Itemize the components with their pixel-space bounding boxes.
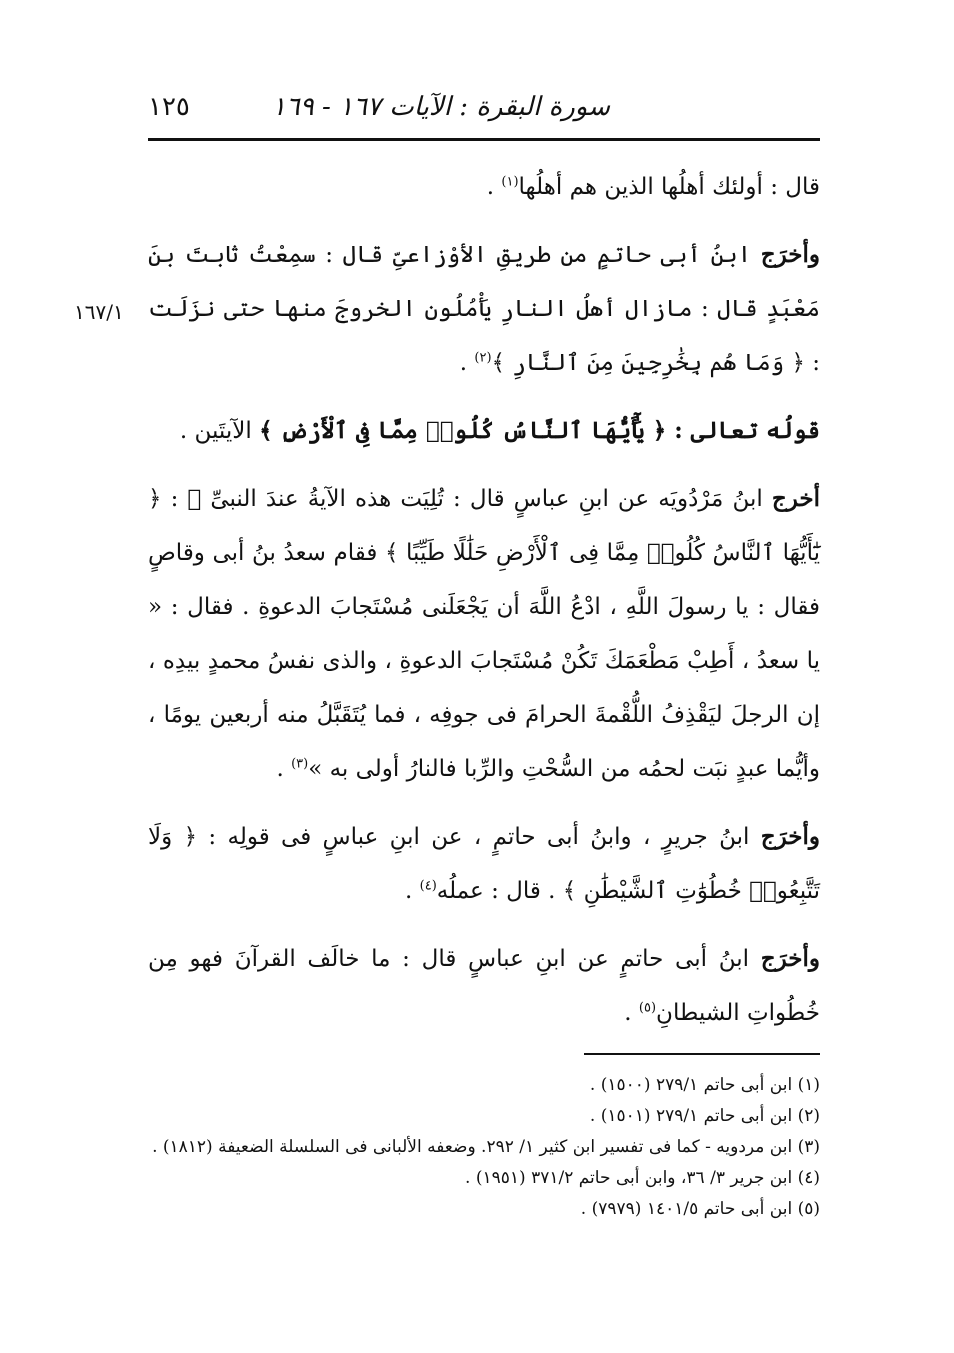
footnote-marker: (٤) <box>419 878 437 894</box>
paragraph <box>148 160 820 214</box>
paragraph-tail: . <box>624 1000 639 1026</box>
paragraph-tail: . <box>276 756 292 782</box>
main-text <box>148 160 820 1054</box>
footnote-marker: (١) <box>501 174 519 190</box>
header-rule <box>148 138 820 141</box>
footnote: (٤) ابن جرير ٣/ ٣٦، وابن أبى حاتم ٣٧١/٢ (١٩٥١) . <box>465 1168 820 1188</box>
footnote: (١) ابن أبى حاتم ٢٧٩/١ (١٥٠٠) . <box>589 1075 820 1095</box>
paragraph-lead: وأخرَج <box>760 823 820 850</box>
paragraph-lead: وأخرَج <box>760 945 820 972</box>
paragraph-text: ابنُ أبى حاتمٍ من طريقِ الأوْزاعىِّ قال : سمِعْتُ ثابتَ بنَ مَعْبَدٍ قال : مازال أهلُ النارِ يَأْمُلُون الخروجَ منها حتى نزَلَت : ﴿ وَمَا هُم بِخَٰرِجِينَ مِنَ ٱلنَّارِ ﴾ <box>148 242 820 376</box>
footnote-marker: (٢) <box>474 350 492 366</box>
footnote: (٥) ابن أبى حاتم ١٤٠١/٥ (٧٩٧٩) . <box>580 1199 820 1219</box>
margin-reference: ١٦٧/١ <box>74 300 124 324</box>
paragraph <box>148 810 820 918</box>
paragraph-lead: أخرج <box>771 485 820 512</box>
footnote-rule <box>584 1053 820 1055</box>
footnote-marker: (٥) <box>638 1000 657 1016</box>
paragraph <box>148 932 820 1040</box>
paragraph <box>148 228 820 390</box>
paragraph-tail: . <box>486 174 502 200</box>
footnote: (٣) ابن مردويه - كما فى تفسير ابن كثير ١/ ٢٩٢. وضعفه الألبانى فى السلسلة الضعيفة (١٨١٢) . <box>152 1137 820 1157</box>
paragraph-text: ابنُ مَرْدُويَه عن ابنِ عباسٍ قال : تُلِيَت هذه الآيةُ عندَ النبىِّ ﷺ : ﴿ يَٰٓأَيُّهَا ٱلنَّاسُ كُلُوا۟ مِمَّا فِى ٱلْأَرْضِ حَلَٰلًا طَيِّبًا ﴾ فقام سعدُ بنُ أبى وقاصٍ فقال : يا رسولَ اللَّهِ ، ادْعُ اللَّهَ أن يَجْعَلَنى مُسْتَجابَ الدعوةِ . فقال : « يا سعدُ ، أَطِبْ مَطْعَمَكَ تَكُنْ مُسْتَجابَ الدعوةِ ، والذى نفسُ محمدٍ بيدِه ، إن الرجلَ ليَقْذِفُ اللُّقْمةَ الحرامَ فى جوفِه ، فما يُتَقَبَّلُ منه أربعين يومًا ، وأيُّما عبدٍ نبَت لحمُه من السُّحْتِ والرِّبا فالنارُ أولى به » <box>148 486 820 782</box>
header-title: سورة البقرة : الآيات ١٦٧ - ١٦٩ <box>271 92 610 122</box>
footnotes <box>130 1070 820 1225</box>
page-number: ١٢٥ <box>148 92 190 122</box>
paragraph-text: الآيتَين . <box>179 418 260 444</box>
paragraph-text: ابنُ أبى حاتمٍ عن ابنِ عباسٍ قال : ما خالَف القرآنَ فهو مِن خُطُواتِ الشيطانِ <box>148 946 820 1026</box>
running-header <box>148 92 820 132</box>
footnote-marker: (٣) <box>291 756 309 772</box>
paragraph-text: ابنُ جريرٍ ، وابنُ أبى حاتمٍ ، عن ابنِ عباسٍ فى قولِه : ﴿ وَلَا تَتَّبِعُوا۟ خُطُوَٰتِ ٱلشَّيْطَٰنِ ﴾ . قال : عملُه <box>148 824 820 904</box>
paragraph-tail: . <box>459 350 475 376</box>
paragraph-lead: قولُه تعالى : ﴿ يَٰٓأَيُّهَا ٱلنَّاسُ كُلُوا۟ مِمَّا فِى ٱلْأَرْضِ ﴾ <box>259 417 820 444</box>
paragraph-text: قال : أولئك أهلُها الذين هم أهلُها <box>518 174 820 200</box>
paragraph-tail: . <box>405 878 420 904</box>
footnote: (٢) ابن أبى حاتم ٢٧٩/١ (١٥٠١) . <box>589 1106 820 1126</box>
paragraph <box>148 472 820 796</box>
paragraph <box>148 404 820 458</box>
paragraph-lead: وأخرَج <box>760 241 820 268</box>
